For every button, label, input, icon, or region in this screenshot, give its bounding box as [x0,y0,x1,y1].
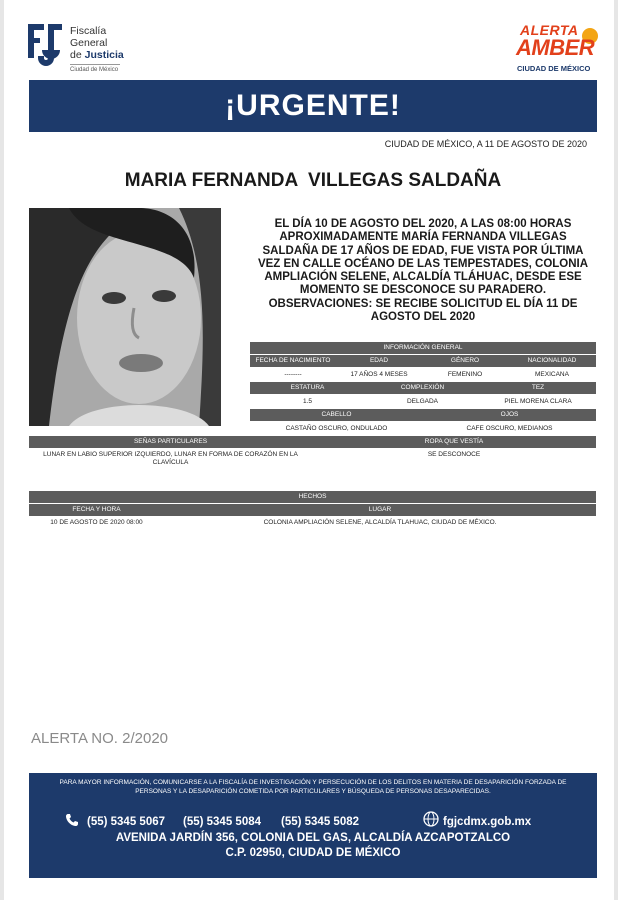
col-genero: GÉNERO [450,357,480,364]
col-estatura: ESTATURA [290,384,325,391]
col-nacionalidad: NACIONALIDAD [527,357,577,364]
address-line-2: C.P. 02950, CIUDAD DE MÉXICO [225,847,401,859]
fgj-logo-text [70,25,124,61]
fgj-logo [28,22,158,78]
val-estatura: 1.5 [302,398,313,405]
val-cabello: CASTAÑO OSCURO, ONDULADO [285,425,388,432]
phone-1[interactable]: (55) 5345 5067 [87,816,166,828]
fgj-mark-icon [28,22,64,74]
col-edad: EDAD [369,357,389,364]
phone-2[interactable]: (55) 5345 5084 [183,816,262,828]
address-block [29,831,597,861]
col-senas: SEÑAS PARTICULARES [133,438,208,445]
fgj-line-3-prefix: de [70,49,82,61]
val-lugar: COLONIA AMPLIACIÓN SELENE, ALCALDÍA TLAHUAC, CIUDAD DE MÉXICO. [263,519,497,526]
amber-logo [514,22,600,78]
urgent-banner: ¡URGENTE! [29,80,597,132]
val-complexion: DELGADA [406,398,439,405]
contact-footer [29,773,597,878]
val-ojos: CAFE OSCURO, MEDIANOS [466,425,553,432]
address-line-1: AVENIDA JARDÍN 356, COLONIA DEL GAS, ALCALDÍA AZCAPOTZALCO [115,832,511,844]
fgj-subtitle: Ciudad de México [70,64,120,73]
val-nacionalidad: MEXICANA [535,371,569,378]
col-tez: TEZ [531,384,545,391]
fgj-line-1: Fiscalía [70,25,107,37]
fgj-line-3 [70,49,124,61]
phone-icon [65,813,79,827]
col-fecha-hora: FECHA Y HORA [72,506,121,513]
issue-date: CIUDAD DE MÉXICO, A 11 DE AGOSTO DE 2020 [384,139,587,149]
info-general-header: INFORMACIÓN GENERAL [250,342,596,354]
val-tez: PIEL MORENA CLARA [504,398,572,405]
incident-description: EL DÍA 10 DE AGOSTO DEL 2020, A LAS 08:00 HORAS APROXIMADAMENTE MARÍA FERNANDA VILLEGAS SALDAÑA DE 17 AÑOS DE EDAD, FUE VISTA POR ÚLTIMA VEZ EN CALLE OCÉANO DE LAS TEMPESTADES, COLONIA AMPLIACIÓN SELENE, ALCALDÍA TLÁHUAC, DESDE ESE MOMENTO SE DESCONOCE SU PARADERO. OBSERVACIONES: SE RECIBE SOLICITUD EL DÍA 11 DE AGOSTO DEL 2020 [257,218,589,324]
val-edad: 17 AÑOS 4 MESES [350,371,408,378]
missing-person-photo [29,208,221,426]
photo-image [29,208,221,426]
val-fecha-nacimiento: -------- [284,371,302,378]
phone-3[interactable]: (55) 5345 5082 [281,816,360,828]
website-link[interactable]: fgjcdmx.gob.mx [443,816,532,828]
col-cabello: CABELLO [321,411,352,418]
col-complexion: COMPLEXIÓN [400,384,445,391]
hechos-header: HECHOS [29,491,596,503]
val-ropa: SE DESCONOCE [427,451,481,458]
contact-info-text: PARA MAYOR INFORMACIÓN, COMUNICARSE A LA FISCALÍA DE INVESTIGACIÓN Y PERSECUCIÓN DE LOS DELITOS EN MATERIA DE DESAPARICIÓN FORZADA DE PERSONAS Y LA DESAPARICIÓN COMETIDA POR PARTICULARES Y BÚSQUEDA DE PERSONAS DESAPARECIDAS. [59,779,567,795]
col-ojos: OJOS [500,411,519,418]
val-senas: LUNAR EN LABIO SUPERIOR IZQUIERDO, LUNAR EN FORMA DE CORAZÓN EN LA CLAVÍCULA [43,451,298,466]
col-lugar: LUGAR [368,506,392,513]
amber-line-3: CIUDAD DE MÉXICO [517,64,591,73]
alert-number: ALERTA NO. 2/2020 [31,730,169,747]
fgj-line-3-bold: Justicia [84,49,124,61]
fgj-line-2: General [70,37,108,49]
globe-icon [423,811,439,827]
amber-line-2: AMBER [516,35,595,60]
col-fecha-nacimiento: FECHA DE NACIMIENTO [255,357,331,364]
amber-line-1: ALERTA [520,22,579,38]
val-fecha-hora: 10 DE AGOSTO DE 2020 08:00 [50,519,143,526]
col-ropa: ROPA QUE VESTÍA [424,438,484,445]
missing-person-name: MARIA FERNANDA VILLEGAS SALDAÑA [124,170,502,191]
val-genero: FEMENINO [447,371,483,378]
